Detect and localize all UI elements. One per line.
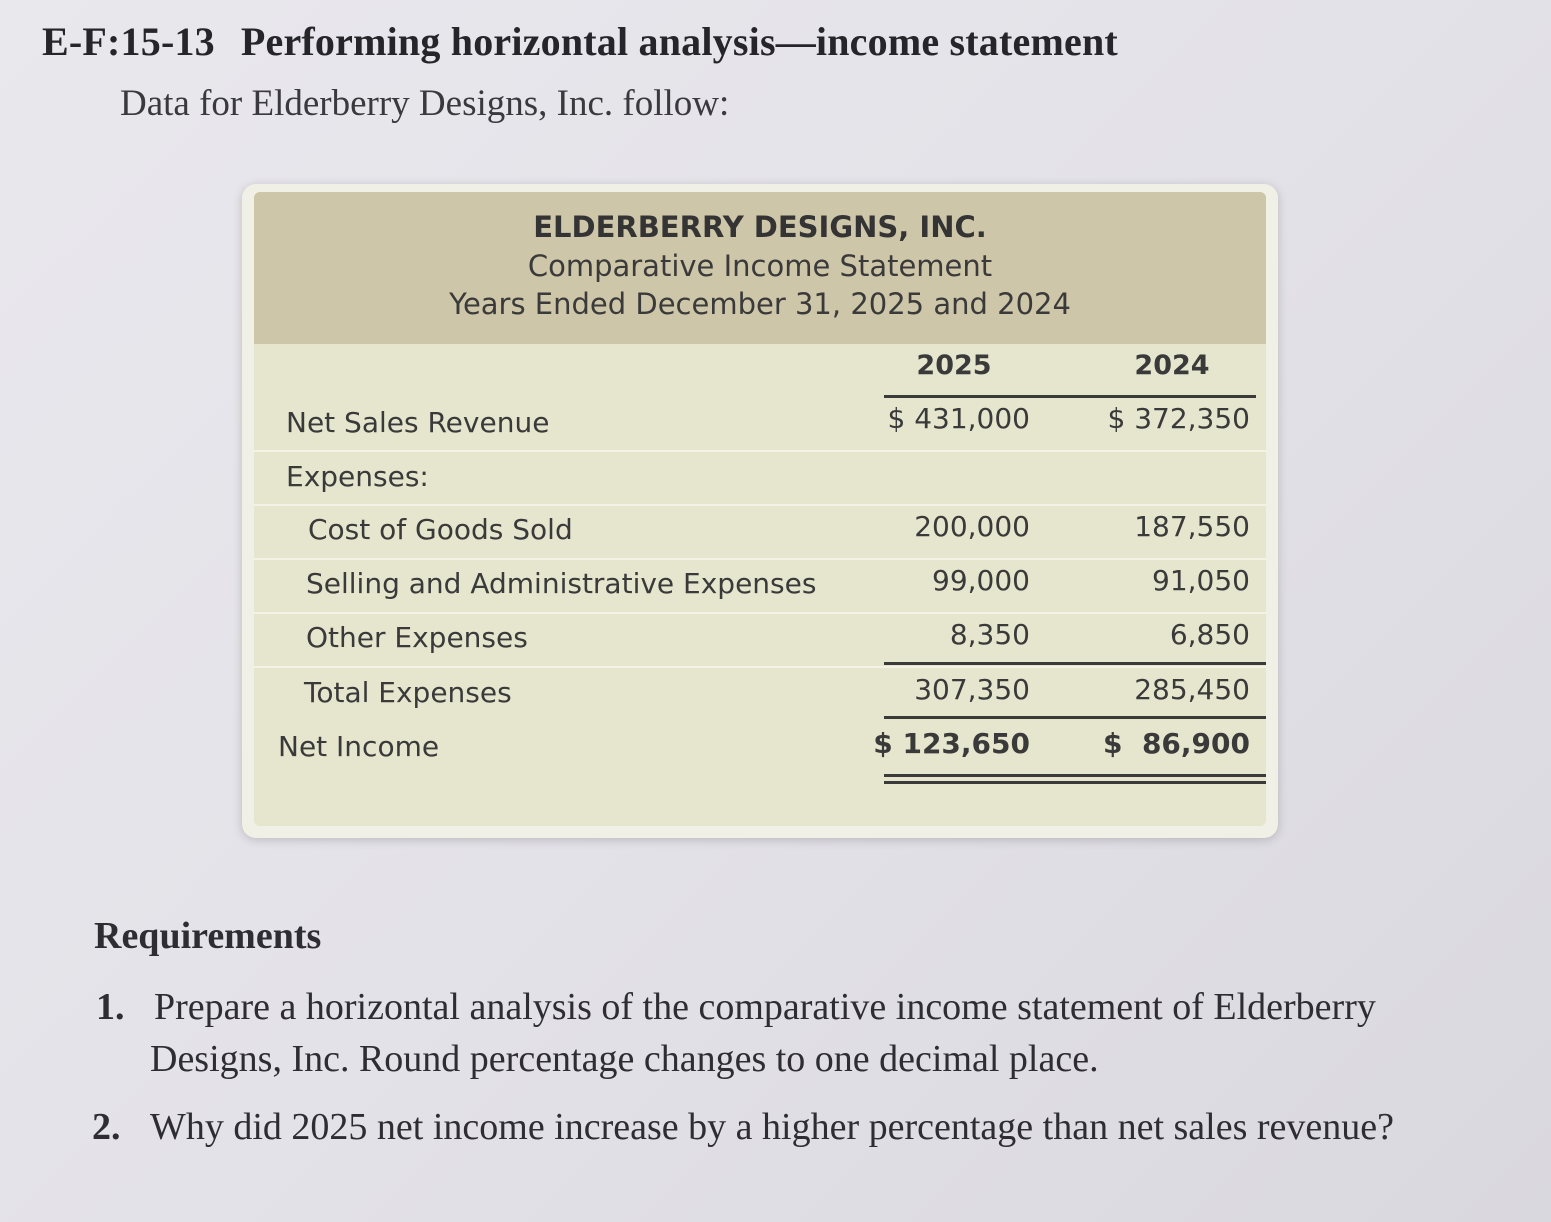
header-underline — [884, 395, 1256, 398]
selling-admin-2024: 91,050 — [1152, 564, 1250, 597]
double-underline-top — [884, 774, 1266, 777]
total-expenses-2025: 307,350 — [914, 673, 1030, 706]
row-label-cogs: Cost of Goods Sold — [308, 513, 573, 546]
net-sales-2025: $ 431,000 — [887, 402, 1030, 435]
year-header-2025: 2025 — [916, 350, 992, 381]
requirement-1-number: 1. — [96, 986, 125, 1028]
other-expenses-2024: 6,850 — [1169, 618, 1250, 651]
requirement-1-line-2: Designs, Inc. Round percentage changes to one decimal place. — [150, 1038, 1099, 1080]
expenses-subtotal-rule — [884, 662, 1266, 665]
net-income-2025: $ 123,650 — [873, 727, 1030, 760]
row-label-expenses: Expenses: — [286, 460, 429, 493]
statement-header — [254, 192, 1266, 344]
requirements-heading: Requirements — [94, 915, 322, 957]
requirement-2-number: 2. — [92, 1106, 121, 1148]
row-divider — [254, 450, 1266, 452]
requirement-1-line-1: Prepare a horizontal analysis of the comparative income statement of Elderberry — [154, 986, 1376, 1028]
row-divider — [254, 504, 1266, 506]
row-label-other-expenses: Other Expenses — [306, 621, 528, 654]
requirement-2-line-1: Why did 2025 net income increase by a higher percentage than net sales revenue? — [150, 1106, 1394, 1148]
cogs-2025: 200,000 — [914, 510, 1030, 543]
total-expenses-2024: 285,450 — [1134, 673, 1250, 706]
double-underline-bottom — [884, 781, 1266, 784]
row-divider — [254, 558, 1266, 560]
row-divider — [254, 666, 1266, 668]
row-label-selling-admin: Selling and Administrative Expenses — [306, 567, 817, 600]
income-statement-card — [242, 184, 1278, 838]
other-expenses-2025: 8,350 — [949, 618, 1030, 651]
exercise-title — [42, 18, 1118, 65]
net-income-2024: $ 86,900 — [1102, 727, 1250, 760]
selling-admin-2025: 99,000 — [932, 564, 1030, 597]
exercise-heading: Performing horizontal analysis—income statement — [240, 19, 1118, 64]
row-label-net-sales: Net Sales Revenue — [286, 406, 550, 439]
exercise-number: E-F:15-13 — [42, 19, 215, 64]
requirement-1 — [96, 982, 1516, 1092]
income-statement-table — [254, 192, 1266, 826]
total-rule — [884, 716, 1266, 719]
row-label-total-expenses: Total Expenses — [304, 676, 512, 709]
exercise-intro: Data for Elderberry Designs, Inc. follow: — [120, 83, 730, 124]
row-label-net-income: Net Income — [278, 730, 440, 763]
company-name: ELDERBERRY DESIGNS, INC. — [533, 210, 987, 244]
cogs-2024: 187,550 — [1134, 510, 1250, 543]
statement-period: Years Ended December 31, 2025 and 2024 — [449, 287, 1071, 321]
statement-name: Comparative Income Statement — [527, 249, 993, 283]
net-sales-2024: $ 372,350 — [1107, 402, 1250, 435]
requirement-2 — [92, 1102, 1512, 1162]
year-header-2024: 2024 — [1134, 350, 1210, 381]
row-divider — [254, 612, 1266, 614]
